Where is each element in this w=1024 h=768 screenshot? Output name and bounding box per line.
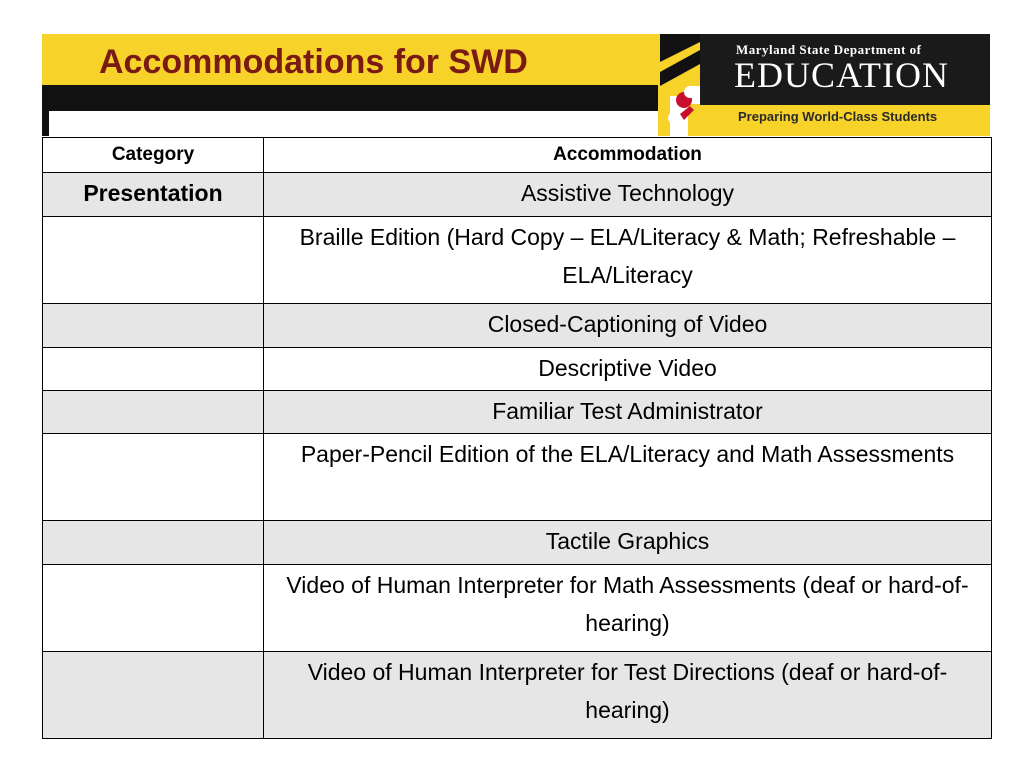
logo-department-text: Maryland State Department of: [736, 42, 922, 57]
accommodation-cell: Closed-Captioning of Video: [264, 304, 992, 348]
column-header-accommodation: Accommodation: [264, 138, 992, 173]
category-cell: [43, 304, 264, 348]
accommodations-table: [42, 137, 992, 739]
table-header-row: [43, 138, 992, 173]
table-row: [43, 565, 992, 652]
header-black-stub: [42, 111, 49, 136]
logo-education-text: EDUCATION: [734, 55, 949, 95]
accommodation-cell: Descriptive Video: [264, 348, 992, 391]
table-row: [43, 391, 992, 434]
maryland-flag-icon: [660, 34, 728, 136]
page-title: Accommodations for SWD: [99, 43, 528, 81]
column-header-category: Category: [43, 138, 264, 173]
category-cell: [43, 217, 264, 304]
category-cell: [43, 348, 264, 391]
accommodation-cell: Assistive Technology: [264, 173, 992, 217]
msde-logo: [658, 34, 990, 136]
table-row: [43, 304, 992, 348]
accommodation-cell: Braille Edition (Hard Copy – ELA/Literacy & Math; Refreshable – ELA/Literacy: [264, 217, 992, 304]
category-cell: Presentation: [43, 173, 264, 217]
slide-header: [42, 34, 990, 136]
accommodation-cell: Video of Human Interpreter for Test Directions (deaf or hard-of-hearing): [264, 652, 992, 739]
accommodation-cell: Paper-Pencil Edition of the ELA/Literacy and Math Assessments: [264, 434, 992, 521]
table-row: [43, 217, 992, 304]
category-cell: [43, 434, 264, 521]
logo-tagline: Preparing World-Class Students: [738, 109, 938, 124]
title-band: [42, 34, 658, 85]
category-cell: [43, 565, 264, 652]
table-row: [43, 348, 992, 391]
category-cell: [43, 521, 264, 565]
table-row: [43, 521, 992, 565]
header-black-band: [42, 85, 658, 111]
accommodation-cell: Familiar Test Administrator: [264, 391, 992, 434]
accommodation-cell: Tactile Graphics: [264, 521, 992, 565]
category-cell: [43, 391, 264, 434]
table-row: [43, 652, 992, 739]
accommodation-cell: Video of Human Interpreter for Math Assessments (deaf or hard-of-hearing): [264, 565, 992, 652]
category-cell: [43, 652, 264, 739]
table-row: [43, 173, 992, 217]
table-row: [43, 434, 992, 521]
